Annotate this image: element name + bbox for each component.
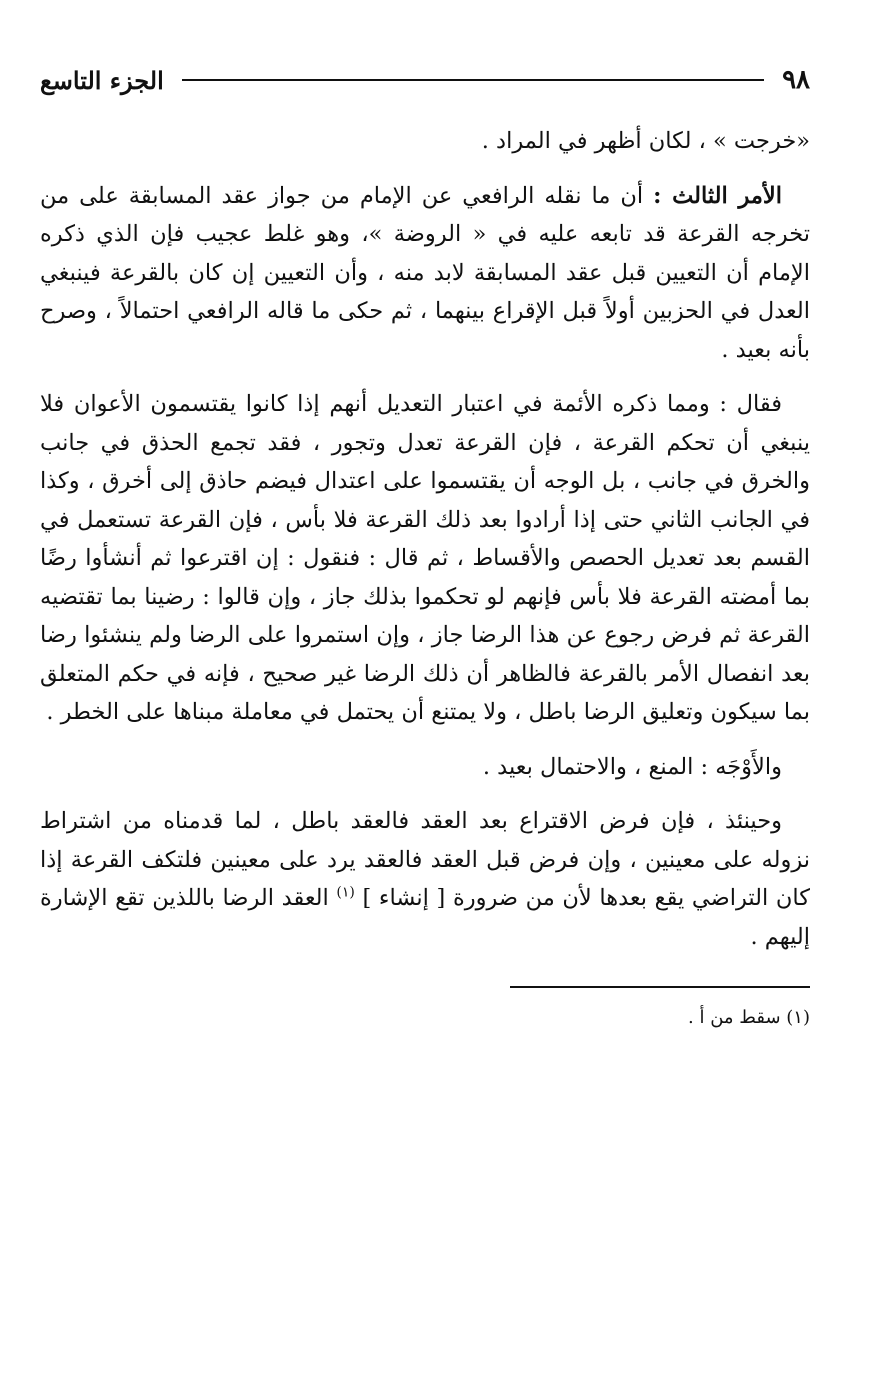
paragraph-1	[40, 122, 810, 161]
header-rule	[182, 79, 764, 81]
footnote: (١) سقط من أ .	[688, 1007, 810, 1028]
body-text	[40, 122, 810, 956]
paragraph-text: والأَوْجَه : المنع ، والاحتمال بعيد .	[482, 753, 782, 780]
footnote-ref: (١)	[336, 884, 355, 901]
running-title: الجزء التاسع	[40, 65, 164, 95]
paragraph-text: «خرجت » ، لكان أظهر في المراد .	[481, 128, 810, 154]
page-number: ٩٨	[782, 65, 810, 95]
paragraph-4	[40, 748, 810, 787]
footnote-rule	[510, 986, 810, 988]
paragraph-text: وحينئذ ، فإن فرض الاقتراع بعد العقد فالعقد باطل ، لما قدمناه من اشتراط نزوله على معينين ، وإن فرض قبل العقد فالعقد يرد على معينين فلتكف القرعة إذا كان التراضي يقع بعدها لأن من ضرورة [ إنشاء ]	[40, 808, 810, 911]
section-heading: الأمر الثالث :	[653, 182, 782, 209]
paragraph-5	[40, 802, 810, 956]
paragraph-text-cont: العقد الرضا باللذين تقع الإشارة إليهم .	[40, 885, 810, 950]
paragraph-3	[40, 385, 810, 732]
paragraph-2	[40, 177, 810, 370]
paragraph-text: أن ما نقله الرافعي عن الإمام من جواز عقد المسابقة على من تخرجه القرعة قد تابعه عليه في « الروضة »، وهو غلط عجيب فإن الذي ذكره الإمام أن التعيين قبل عقد المسابقة لابد منه ، وأن التعيين إن كان بالقرعة فينبغي العدل في الحزبين أولاً قبل الإقراع بينهما ، ثم حكى ما قاله الرافعي احتمالاً ، وصرح بأنه بعيد .	[40, 182, 810, 363]
book-page	[40, 58, 810, 1358]
paragraph-text: فقال : ومما ذكره الأئمة في اعتبار التعديل أنهم إذا كانوا يقتسمون الأعوان فلا ينبغي أن تحكم القرعة ، فإن القرعة تعدل وتجور ، فقد تجمع الحذق في جانب والخرق في جانب ، بل الوجه أن يقتسموا على اعتدال فيضم حاذق إلى أخرق ، وكذا في الجانب الثاني حتى إذا أرادوا بعد ذلك القرعة فلا بأس ، فإن القرعة تستعمل في القسم بعد تعديل الحصص والأقساط ، ثم قال : فنقول : إن اقترعوا ثم أنشأوا رضًا بما أمضته القرعة فلا بأس فإنهم لو تحكموا بذلك جاز ، وإن قالوا : رضينا بما تقتضيه القرعة ثم فرض رجوع عن هذا الرضا جاز ، وإن استمروا على الرضا ولم ينشئوا رضا بعد انفصال الأمر بالقرعة فالظاهر أن ذلك الرضا غير صحيح ، فإنه في حكم المتعلق بما سيكون وتعليق الرضا باطل ، ولا يمتنع أن يحتمل في معاملة مبناها على الخطر .	[40, 391, 810, 725]
running-header	[40, 58, 810, 102]
